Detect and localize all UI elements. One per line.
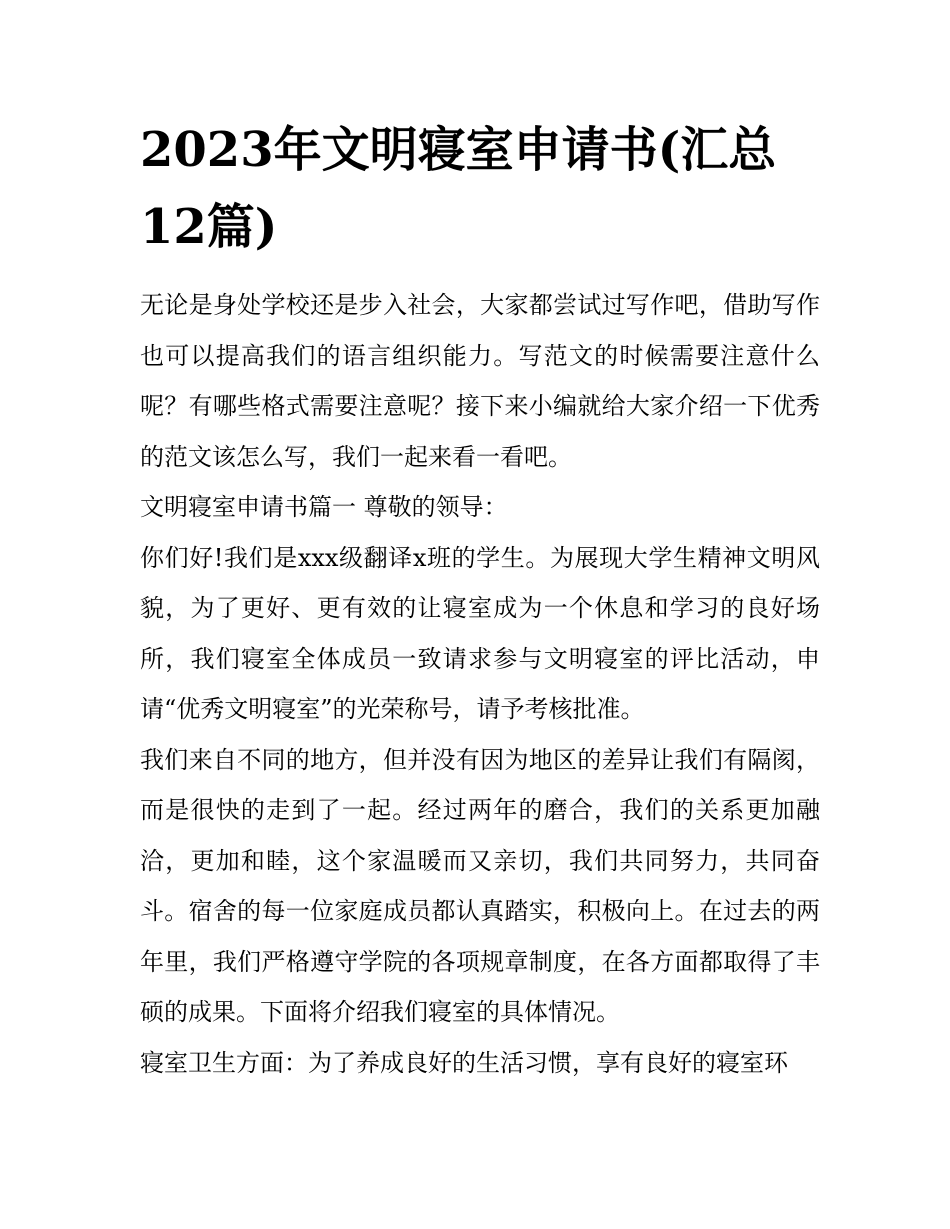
paragraph-background: 我们来自不同的地方，但并没有因为地区的差异让我们有隔阂，而是很快的走到了一起。经过两年的磨合，我们的关系更加融洽，更加和睦，这个家温暖而又亲切，我们共同努力，共同奋斗。宿舍的每一位家庭成员都认真踏实，积极向上。在过去的两年里，我们严格遵守学院的各项规章制度，在各方面都取得了丰硕的成果。下面将介绍我们寝室的具体情况。 [140,745,820,1026]
paragraph-hygiene: 寝室卫生方面：为了养成良好的生活习惯，享有良好的寝室环 [140,1048,788,1077]
paragraph-greeting: 你们好!我们是xxx级翻译x班的学生。为展现大学生精神文明风貌，为了更好、更有效的让寝室成为一个休息和学习的良好场所，我们寝室全体成员一致请求参与文明寝室的评比活动，申请“优秀文明寝室”的光荣称号，请予考核批准。 [140,543,820,723]
document-body [140,280,820,1088]
paragraph-section-heading: 文明寝室申请书篇一 尊敬的领导： [140,493,508,521]
paragraph-intro: 无论是身处学校还是步入社会，大家都尝试过写作吧，借助写作也可以提高我们的语言组织能力。写范文的时候需要注意什么呢？有哪些格式需要注意呢？接下来小编就给大家介绍一下优秀的范文该怎么写，我们一起来看一看吧。 [140,291,820,471]
document-title: 2023年文明寝室申请书(汇总12篇) [140,122,777,255]
